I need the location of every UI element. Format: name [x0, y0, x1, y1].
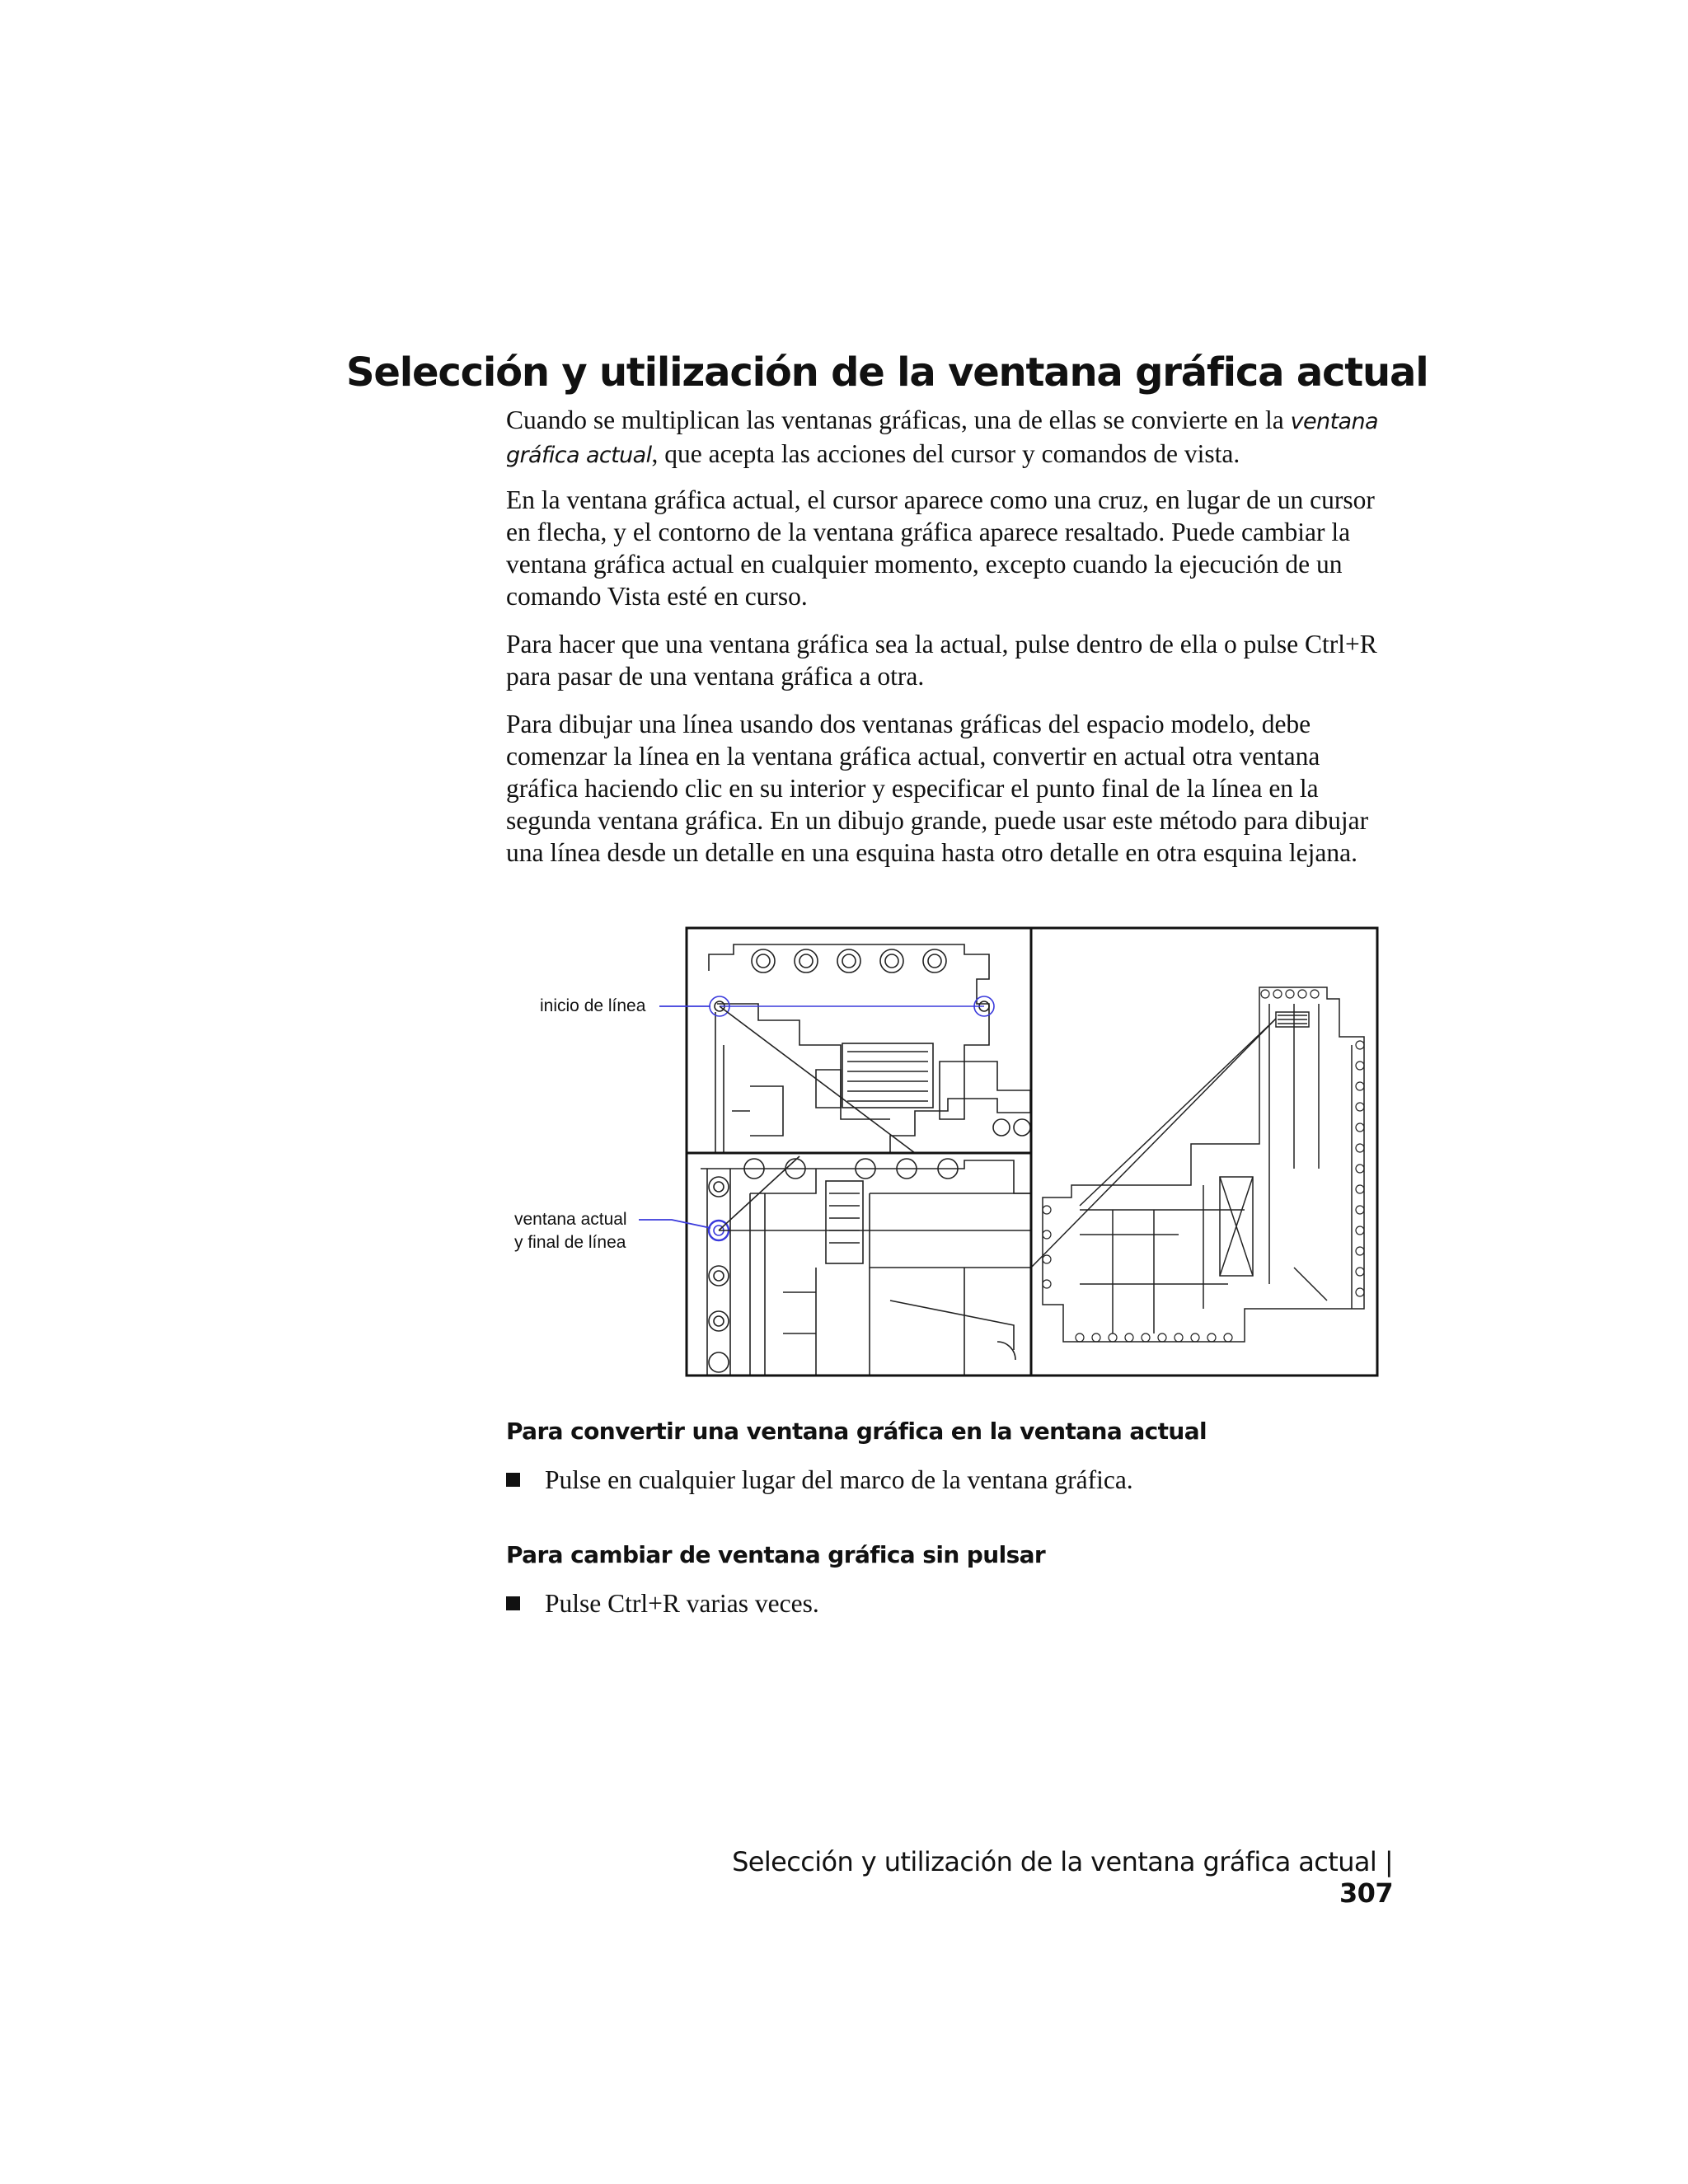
procedure-step-convert: [506, 1464, 1413, 1496]
procedure-step-text: Pulse Ctrl+R varias veces.: [545, 1589, 819, 1618]
bullet-square-icon: [506, 1473, 520, 1487]
running-footer: [692, 1846, 1393, 1909]
callout-current-leader: [639, 1220, 710, 1228]
page-title: Selección y utilización de la ventana gráfica actual: [346, 349, 1428, 396]
intro-paragraph: [506, 404, 1396, 471]
intro-text-start: Cuando se multiplican las ventanas gráficas, una de ellas se convierte en la: [506, 405, 1284, 434]
bullet-square-icon: [506, 1596, 520, 1610]
procedure-step-change: [506, 1587, 1413, 1619]
draw-line-paragraph: Para dibujar una línea usando dos ventanas gráficas del espacio modelo, debe comenzar la línea en la ventana gráfica actual, convertir en actual otra ventana gráfica haciendo clic en su interior y especificar el punto final de la línea en la segunda ventana gráfica. En un dibujo grande, puede usar este método para dibujar una línea desde un detalle en una esquina hasta otro detalle en otra esquina lejana.: [506, 710, 1369, 867]
footer-title: Selección y utilización de la ventana gráfica actual: [732, 1846, 1377, 1877]
intro-emphasis: ventana gráfica actual: [506, 409, 1378, 468]
viewport-bottom-left: [701, 1156, 1031, 1376]
viewport-figure: [503, 921, 1385, 1383]
cursor-paragraph: En la ventana gráfica actual, el cursor aparece como una cruz, en lugar de un cursor en flecha, y el contorno de la ventana gráfica aparece resaltado. Puede cambiar la ventana gráfica actual en cualquier momento, excepto cuando la ejecución de un comando Vista esté en curso.: [506, 485, 1375, 611]
procedure-heading-convert: Para convertir una ventana gráfica en la ventana actual: [506, 1418, 1207, 1445]
callout-line-start: inicio de línea: [540, 996, 646, 1015]
callout-current-viewport: ventana actual: [514, 1210, 627, 1229]
page-number: 307: [1339, 1877, 1393, 1909]
intro-text-end: , que acepta las acciones del cursor y comandos de vista.: [651, 439, 1240, 468]
procedure-heading-change: Para cambiar de ventana gráfica sin pulsar: [506, 1541, 1046, 1568]
switch-paragraph: Para hacer que una ventana gráfica sea la actual, pulse dentro de ella o pulse Ctrl+R para pasar de una ventana gráfica a otra.: [506, 630, 1377, 691]
viewport-right: [1031, 987, 1364, 1342]
footer-separator: |: [1384, 1846, 1393, 1877]
callout-line-end: y final de línea: [514, 1233, 626, 1252]
procedure-step-text: Pulse en cualquier lugar del marco de la ventana gráfica.: [545, 1465, 1133, 1494]
viewport-top-left: [709, 944, 1030, 1153]
